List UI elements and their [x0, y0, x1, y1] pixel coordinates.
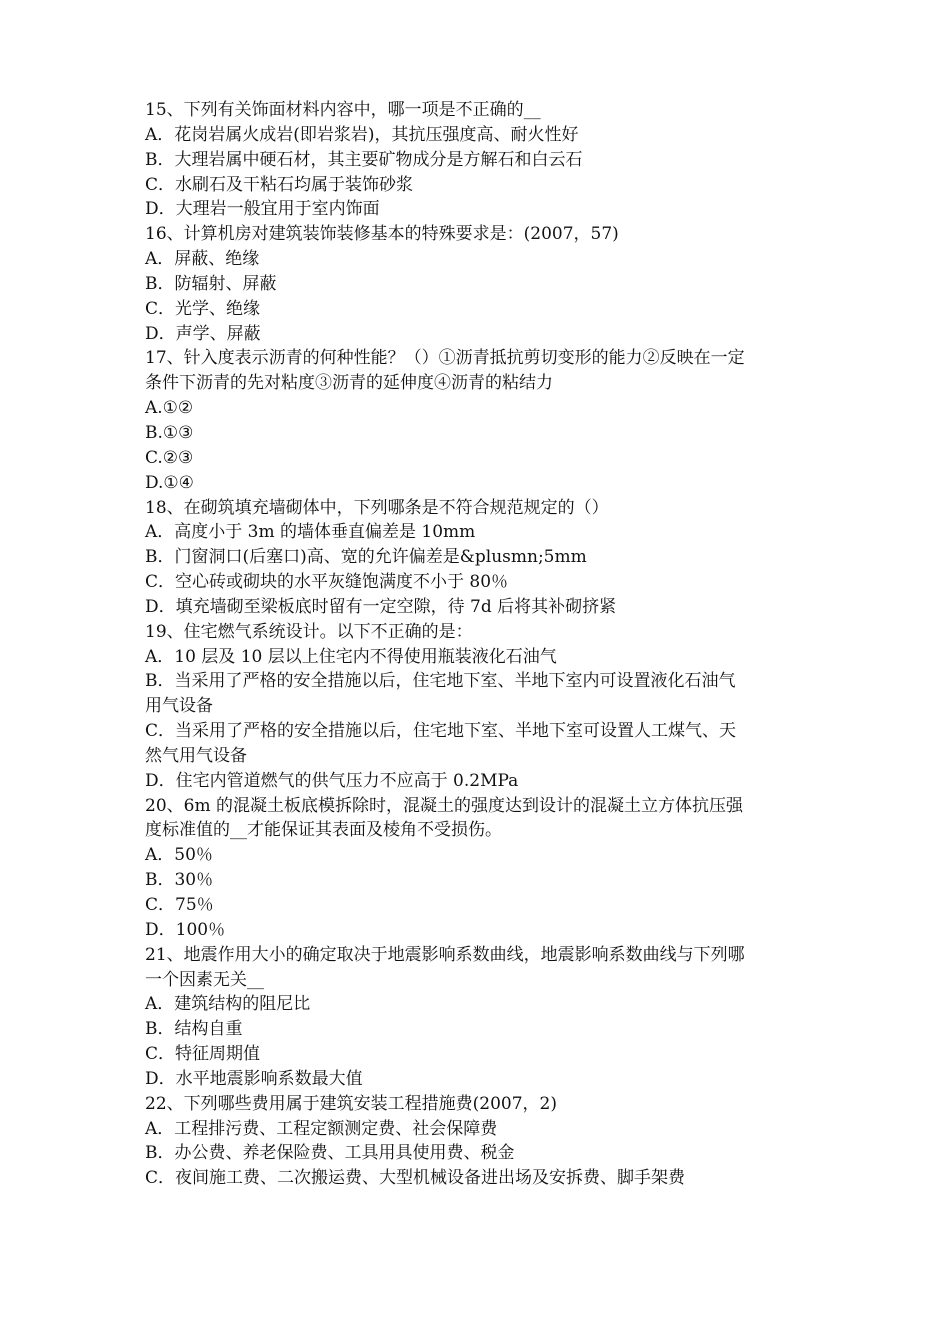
- option-line: C．空心砖或砌块的水平灰缝饱满度不小于 80％: [145, 572, 509, 593]
- question-line: 21、地震作用大小的确定取决于地震影响系数曲线，地震影响系数曲线与下列哪: [145, 944, 745, 965]
- option-line: B．结构自重: [145, 1019, 243, 1040]
- option-line: D．填充墙砌至梁板底时留有一定空隙，待 7d 后将其补砌挤紧: [145, 596, 617, 617]
- option-line: B．30％: [145, 870, 214, 891]
- option-line: D.①④: [145, 472, 194, 493]
- question-line: 条件下沥青的先对粘度③沥青的延伸度④沥青的粘结力: [145, 373, 553, 394]
- option-line: A．花岗岩属火成岩(即岩浆岩)，其抗压强度高、耐火性好: [145, 124, 579, 145]
- option-line: D．100％: [145, 919, 226, 940]
- option-line: B.①③: [145, 422, 194, 443]
- document-body: [145, 98, 815, 1191]
- option-line: B．防辐射、屏蔽: [145, 273, 277, 294]
- question-line: 20、6m 的混凝土板底模拆除时，混凝土的强度达到设计的混凝土立方体抗压强: [145, 795, 743, 816]
- option-line: A．建筑结构的阻尼比: [145, 994, 311, 1015]
- option-line: B．门窗洞口(后塞口)高、宽的允许偏差是&plusmn;5mm: [145, 547, 587, 568]
- option-line: A．屏蔽、绝缘: [145, 249, 260, 270]
- option-line: A．工程排污费、工程定额测定费、社会保障费: [145, 1118, 498, 1139]
- option-line: B．大理岩属中硬石材，其主要矿物成分是方解石和白云石: [145, 149, 583, 170]
- option-line: 然气用气设备: [145, 745, 247, 766]
- option-line: D．水平地震影响系数最大值: [145, 1068, 363, 1089]
- option-line: A.①②: [145, 398, 194, 419]
- question-line: 17、针入度表示沥青的何种性能？（）①沥青抵抗剪切变形的能力②反映在一定: [145, 348, 745, 369]
- question-line: 19、住宅燃气系统设计。以下不正确的是：: [145, 621, 473, 642]
- option-line: C．75％: [145, 895, 214, 915]
- option-line: A．50％: [145, 845, 213, 866]
- question-line: 15、下列有关饰面材料内容中，哪一项是不正确的__: [145, 100, 541, 120]
- option-line: C．夜间施工费、二次搬运费、大型机械设备进出场及安拆费、脚手架费: [145, 1168, 686, 1189]
- question-line: 度标准值的__才能保证其表面及棱角不受损伤。: [145, 820, 502, 841]
- question-line: 一个因素无关__: [145, 969, 264, 990]
- option-line: 用气设备: [145, 696, 213, 717]
- option-line: C．光学、绝缘: [145, 298, 261, 319]
- option-line: C．水刷石及干粘石均属于装饰砂浆: [145, 174, 414, 195]
- option-line: B．办公费、养老保险费、工具用具使用费、税金: [145, 1143, 515, 1164]
- option-line: C．特征周期值: [145, 1044, 261, 1065]
- question-line: 16、计算机房对建筑装饰装修基本的特殊要求是：(2007，57): [145, 224, 619, 245]
- question-line: 22、下列哪些费用属于建筑安装工程措施费(2007，2): [145, 1093, 557, 1114]
- option-line: C．当采用了严格的安全措施以后，住宅地下室、半地下室可设置人工煤气、天: [145, 721, 737, 742]
- question-line: 18、在砌筑填充墙砌体中，下列哪条是不符合规范规定的（）: [145, 497, 609, 518]
- option-line: A．10 层及 10 层以上住宅内不得使用瓶装液化石油气: [145, 646, 557, 667]
- option-line: D．声学、屏蔽: [145, 323, 261, 344]
- option-line: D．住宅内管道燃气的供气压力不应高于 0.2MPa: [145, 770, 519, 791]
- option-line: D．大理岩一般宜用于室内饰面: [145, 199, 380, 220]
- option-line: A．高度小于 3m 的墙体垂直偏差是 10mm: [145, 522, 476, 543]
- option-line: C.②③: [145, 447, 194, 468]
- option-line: B．当采用了严格的安全措施以后，住宅地下室、半地下室内可设置液化石油气: [145, 671, 736, 692]
